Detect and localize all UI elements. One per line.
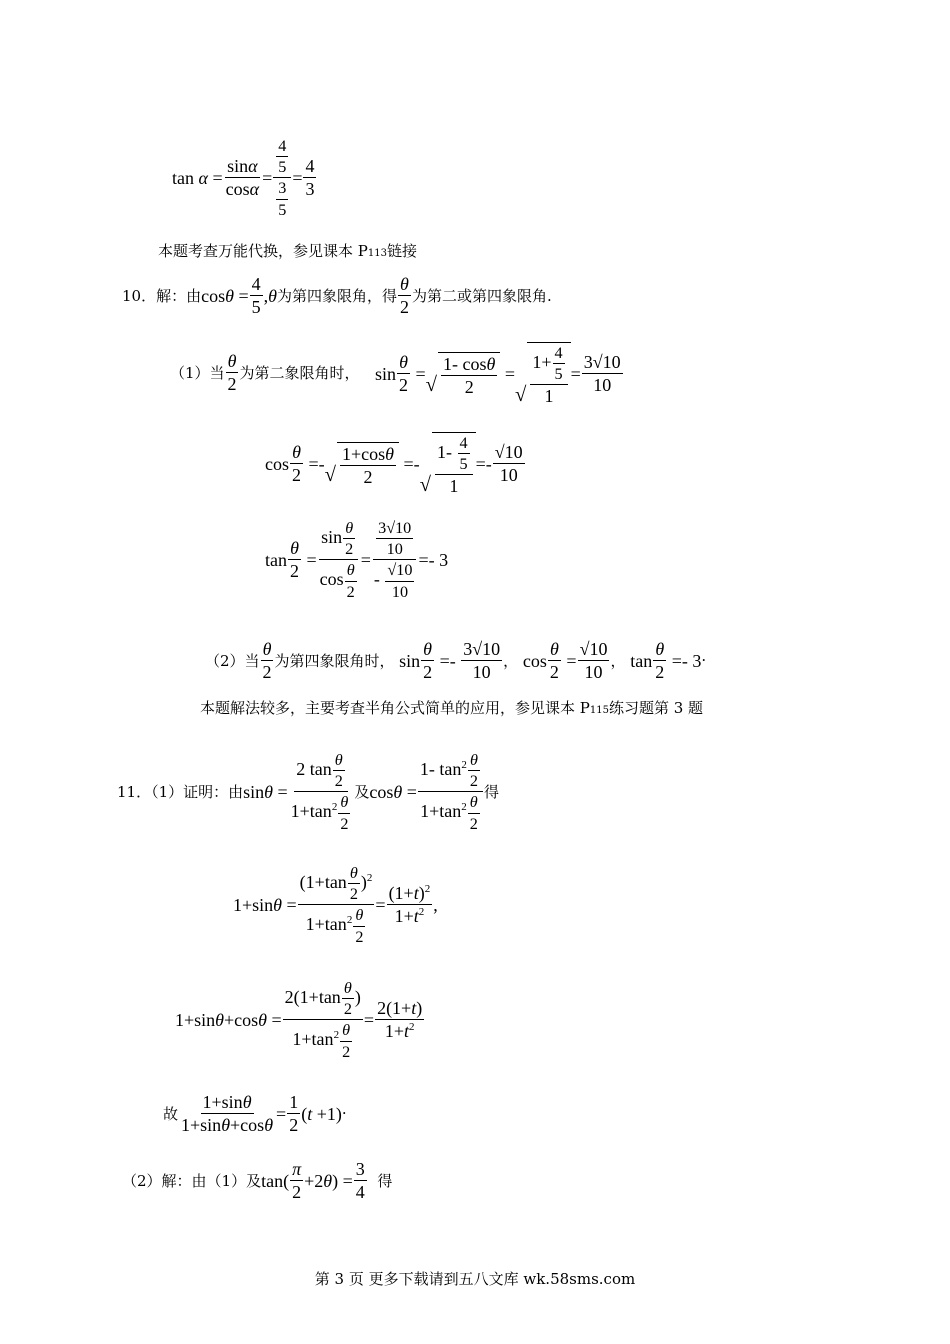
equation-sin-half: sin $\frac{\theta}{2}$ = √ $\frac{1- \cos\theta}{2}$ = √ 1+ $\frac{4}{5}$ 1 = $\frac{3√10}{10}$ xyxy=(375,344,621,407)
equation-one-plus-sin: 1+sin θ = (1+tan $\frac{\theta}{2}$ )$^2$ $1+\tan^2$ $\frac{\theta}{2}$ = $\frac{(1+t)^2}{1+t^2}$ , xyxy=(233,864,438,946)
case-1-label: （1）当 $\frac{\theta}{2}$ 为第二象限角时， xyxy=(170,351,360,394)
conclusion-line: 故 $\frac{1+\sin\theta}{1+\sin\theta+\cos\theta}$ = $\frac{1}{2}$ ( t +1) · xyxy=(163,1092,347,1135)
note-universal-substitution: 本题考查万能代换，参见课本 P113链接 xyxy=(158,242,417,260)
note-half-angle: 本题解法较多，主要考查半角公式简单的应用，参见课本 P115练习题第 3 题 xyxy=(200,699,704,717)
equation-cos-half: cos $\frac{\theta}{2}$ =- √ $\frac{1+\cos\theta}{2}$ =- √ 1- $\frac{4}{5}$ 1 =- $\frac{√10}{10}$ xyxy=(265,434,523,497)
part-2-line: （2）解：由（1）及 tan( $\frac{\pi}{2}$ +2 θ ) = $\frac{3}{4}$ 得 xyxy=(122,1159,393,1202)
equation-tan-alpha: tan α = $\frac{\sin\alpha}{\cos\alpha}$ = $\frac{\frac{4}{5}}{\frac{3}{5}}$ = $\frac{4}{3}$ xyxy=(172,137,315,219)
case-2-line: （2）当 $\frac{\theta}{2}$ 为第四象限角时， sin $\frac{\theta}{2}$ =- $\frac{3√10}{10}$ ， cos $\frac{\theta}{2}$ = $\frac{√10}{10}$ ， tan $\frac{\theta}{2}$ =- 3 · xyxy=(205,639,707,682)
problem-11-intro: 11．（1）证明：由 sin θ = 2 tan $\frac{\theta}{2}$ $1+\tan^2$ $\frac{\theta}{2}$ 及 cos θ = 1- $\tan^2$ $\frac{\theta}{2}$ $1+\tan^2$ $\frac{\theta}{2}$ 得 xyxy=(117,751,500,833)
equation-tan-half: tan $\frac{\theta}{2}$ = sin $\frac{\theta}{2}$ cos $\frac{\theta}{2}$ = $\frac{3√10}{10}$ - $\frac{√10}{10}$ =- 3 xyxy=(265,519,449,601)
page-footer: 第 3 页 更多下载请到五八文库 wk.58sms.com xyxy=(314,1270,636,1288)
problem-10-intro: 10．解：由 cos θ = $\frac{4}{5}$ , θ 为第四象限角，得 $\frac{\theta}{2}$ 为第二或第四象限角. xyxy=(122,274,552,317)
equation-one-plus-sin-cos: 1+sin θ +cos θ = 2(1+tan $\frac{\theta}{2}$ ) $1+\tan^2$ $\frac{\theta}{2}$ = $\frac{2(1+t)}{1+t^2}$ xyxy=(175,979,423,1061)
